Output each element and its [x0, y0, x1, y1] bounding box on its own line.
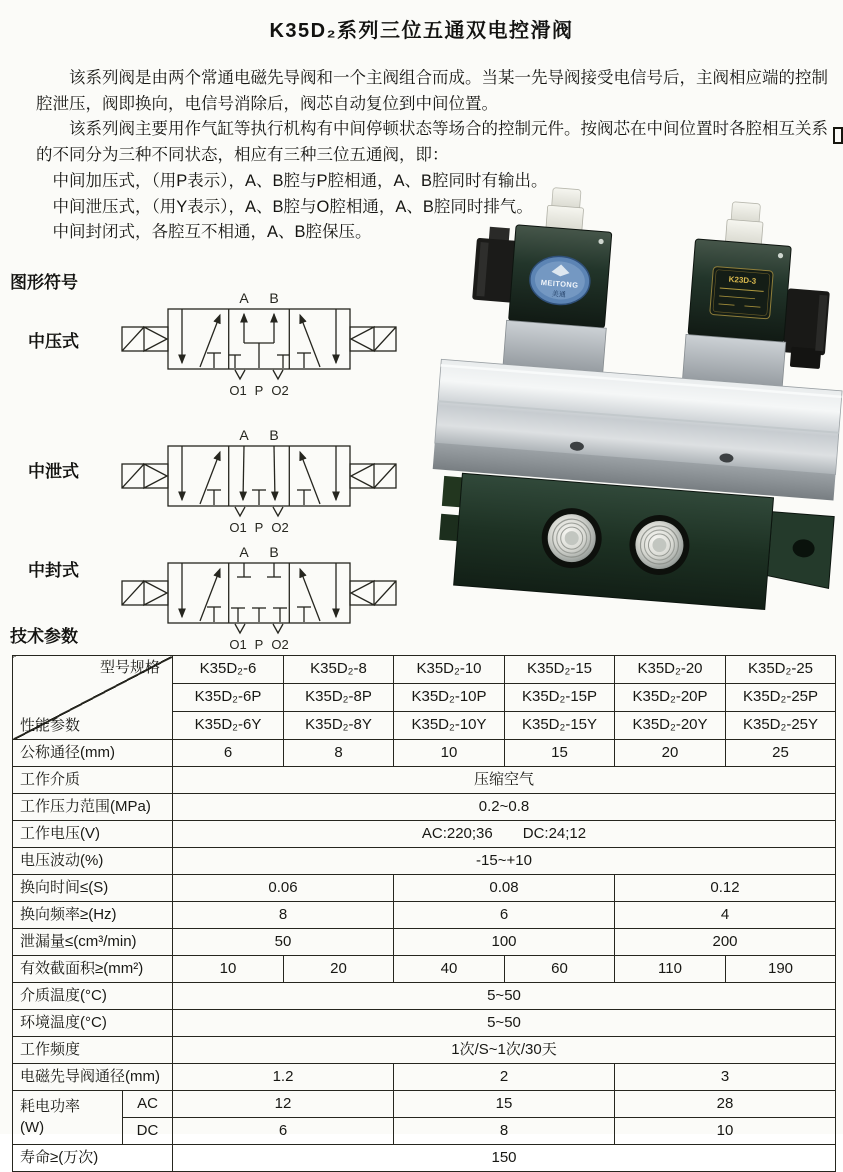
- row-label: 介质温度(°C): [13, 983, 173, 1010]
- specs-heading: 技术参数: [10, 627, 78, 646]
- value-cell: 0.12: [615, 875, 836, 902]
- pilot-solenoid-right: [350, 327, 396, 351]
- pilot-cap-left: [546, 187, 585, 234]
- value-cell: 8: [284, 740, 394, 767]
- intro-item-exhaust: 中间泄压式，（用Y表示），A、B腔与O腔相通，A、B腔同时排气。: [52, 197, 533, 216]
- row-label: 工作频度: [13, 1037, 173, 1064]
- table-row: [13, 1118, 836, 1145]
- table-row: [13, 983, 836, 1010]
- table-row: [13, 821, 836, 848]
- pilot-solenoid-right: [350, 581, 396, 605]
- row-label: 换向时间≤(S): [13, 875, 173, 902]
- row-label: 泄漏量≤(cm³/min): [13, 929, 173, 956]
- model-cell: K35D₂-8: [284, 656, 394, 684]
- row-label: 工作压力范围(MPa): [13, 794, 173, 821]
- valve-symbol-exhaust: [108, 418, 413, 540]
- intro-item-pressure: 中间加压式，（用P表示），A、B腔与P腔相通，A、B腔同时有输出。: [52, 171, 548, 190]
- value-cell: 5~50: [173, 983, 836, 1010]
- model-cell: K35D₂-25: [726, 656, 836, 684]
- value-cell: 0.08: [394, 875, 615, 902]
- model-cell: K35D₂-20: [615, 656, 726, 684]
- row-label-line2: (W): [20, 1118, 45, 1136]
- product-photo: [428, 195, 841, 645]
- port-label-p: P: [254, 383, 264, 398]
- pilot-solenoid-left: [122, 327, 168, 351]
- value-cell: 20: [615, 740, 726, 767]
- value-cell: 200: [615, 929, 836, 956]
- value-cell: 4: [615, 902, 836, 929]
- model-nameplate-text: K23D-3: [728, 274, 757, 286]
- port-label-p: P: [254, 637, 264, 652]
- model-cell: K35D₂-25Y: [726, 712, 836, 740]
- table-row: [13, 1145, 836, 1172]
- spec-table: [12, 655, 836, 1172]
- value-cell: 50: [173, 929, 394, 956]
- value-cell: 10: [394, 740, 505, 767]
- row-label: 寿命≥(万次): [13, 1145, 173, 1172]
- model-cell: K35D₂-10P: [394, 684, 505, 712]
- value-cell: 28: [615, 1091, 836, 1118]
- value-cell: 5~50: [173, 1010, 836, 1037]
- port-label-o1: O1: [229, 637, 247, 652]
- type-label-pressure: 中压式: [28, 332, 79, 351]
- table-row: [13, 740, 836, 767]
- adapter-block-left: [503, 320, 606, 372]
- value-cell: 8: [394, 1118, 615, 1145]
- value-cell: 3: [615, 1064, 836, 1091]
- model-row: [13, 656, 836, 684]
- port-label-a: A: [239, 427, 249, 443]
- value-cell: 1.2: [173, 1064, 394, 1091]
- brand-badge-cn: 美通: [551, 290, 567, 299]
- model-cell: K35D₂-10: [394, 656, 505, 684]
- sub-row-label: AC: [123, 1091, 173, 1118]
- value-cell: 150: [173, 1145, 836, 1172]
- value-cell: 8: [173, 902, 394, 929]
- model-cell: K35D₂-8P: [284, 684, 394, 712]
- row-label: 换向频率≥(Hz): [13, 902, 173, 929]
- value-cell: 20: [284, 956, 394, 983]
- row-label: [13, 1091, 123, 1145]
- value-cell: 0.06: [173, 875, 394, 902]
- corner-bottom-label: 性能参数: [20, 717, 81, 735]
- page-title: K35D₂系列三位五通双电控滑阀: [269, 20, 574, 42]
- sub-row-label: DC: [123, 1118, 173, 1145]
- value-cell: -15~+10: [173, 848, 836, 875]
- pilot-solenoid-left: [122, 581, 168, 605]
- model-cell: K35D₂-6Y: [173, 712, 284, 740]
- port-label-o2: O2: [271, 520, 289, 535]
- row-label: 电磁先导阀通径(mm): [13, 1064, 173, 1091]
- port-label-a: A: [239, 290, 249, 306]
- value-cell: 0.2~0.8: [173, 794, 836, 821]
- value-cell: 压缩空气: [173, 767, 836, 794]
- type-label-exhaust: 中泄式: [28, 462, 79, 481]
- value-cell: 25: [726, 740, 836, 767]
- value-cell: 10: [615, 1118, 836, 1145]
- value-cell: 40: [394, 956, 505, 983]
- value-cell: 190: [726, 956, 836, 983]
- intro-paragraph-2: 该系列阀主要用作气缸等执行机构有中间停顿状态等场合的控制元件。按阀芯在中间位置时各腔相互关系的不同分为三种不同状态，相应有三种三位五通阀，即：: [36, 120, 828, 165]
- intro-item-closed: 中间封闭式，各腔互不相通，A、B腔保压。: [52, 223, 372, 242]
- value-cell: 6: [173, 1118, 394, 1145]
- corner-cell: [13, 656, 173, 740]
- model-cell: K35D₂-15Y: [505, 712, 615, 740]
- table-row: [13, 1064, 836, 1091]
- spec-table-body: [13, 656, 836, 1172]
- value-cell: 60: [505, 956, 615, 983]
- brand-badge-text: MEITONG: [540, 277, 579, 290]
- model-cell: K35D₂-20Y: [615, 712, 726, 740]
- scan-artifact-mark: [833, 127, 843, 144]
- pilot-solenoid-right: [350, 464, 396, 488]
- table-row: [13, 902, 836, 929]
- port-label-o2: O2: [271, 383, 289, 398]
- value-cell: 12: [173, 1091, 394, 1118]
- row-label-line1: 耗电功率: [20, 1098, 81, 1116]
- row-label: 工作介质: [13, 767, 173, 794]
- value-cell: 10: [173, 956, 284, 983]
- value-cell: 15: [394, 1091, 615, 1118]
- model-cell: K35D₂-6P: [173, 684, 284, 712]
- row-label: 电压波动(%): [13, 848, 173, 875]
- adapter-block-right: [683, 334, 786, 386]
- table-row: [13, 1037, 836, 1064]
- pilot-cap-right: [725, 201, 764, 248]
- table-row: [13, 1091, 836, 1118]
- value-cell: 6: [394, 902, 615, 929]
- value-cell: 100: [394, 929, 615, 956]
- table-row: [13, 956, 836, 983]
- symbols-heading: 图形符号: [10, 273, 78, 292]
- model-cell: K35D₂-6: [173, 656, 284, 684]
- solenoid-valve-left: [509, 225, 612, 328]
- port-label-b: B: [269, 427, 279, 443]
- valve-symbol-closed: [108, 535, 413, 657]
- table-row: [13, 929, 836, 956]
- row-label: 环境温度(°C): [13, 1010, 173, 1037]
- table-row: [13, 767, 836, 794]
- model-cell: K35D₂-25P: [726, 684, 836, 712]
- port-label-b: B: [269, 290, 279, 306]
- model-cell: K35D₂-8Y: [284, 712, 394, 740]
- value-cell: 110: [615, 956, 726, 983]
- value-cell: AC:220;36 DC:24;12: [173, 821, 836, 848]
- value-cell: 2: [394, 1064, 615, 1091]
- row-label: 有效截面积≥(mm²): [13, 956, 173, 983]
- port-label-b: B: [269, 544, 279, 560]
- intro-paragraph-1: 该系列阀是由两个常通电磁先导阀和一个主阀组合而成。当某一先导阀接受电信号后，主阀相应端的控制腔泄压，阀即换向，电信号消除后，阀芯自动复位到中间位置。: [36, 69, 828, 113]
- value-cell: 6: [173, 740, 284, 767]
- pilot-solenoid-left: [122, 464, 168, 488]
- table-row: [13, 794, 836, 821]
- corner-top-label: 型号规格: [99, 659, 160, 676]
- port-label-p: P: [254, 520, 264, 535]
- row-label: 公称通径(mm): [13, 740, 173, 767]
- value-cell: 15: [505, 740, 615, 767]
- table-row: [13, 848, 836, 875]
- model-cell: K35D₂-10Y: [394, 712, 505, 740]
- model-cell: K35D₂-20P: [615, 684, 726, 712]
- table-row: [13, 1010, 836, 1037]
- port-label-a: A: [239, 544, 249, 560]
- table-row: [13, 875, 836, 902]
- model-nameplate: [710, 266, 774, 319]
- value-cell: 1次/S~1次/30天: [173, 1037, 836, 1064]
- port-label-o2: O2: [271, 637, 289, 652]
- valve-symbol-pressure: [108, 281, 413, 403]
- port-label-o1: O1: [229, 520, 247, 535]
- port-label-o1: O1: [229, 383, 247, 398]
- type-label-closed: 中封式: [28, 561, 79, 580]
- model-cell: K35D₂-15P: [505, 684, 615, 712]
- solenoid-valve-right: [688, 239, 791, 342]
- row-label: 工作电压(V): [13, 821, 173, 848]
- model-cell: K35D₂-15: [505, 656, 615, 684]
- cable-connector-right: [782, 288, 830, 369]
